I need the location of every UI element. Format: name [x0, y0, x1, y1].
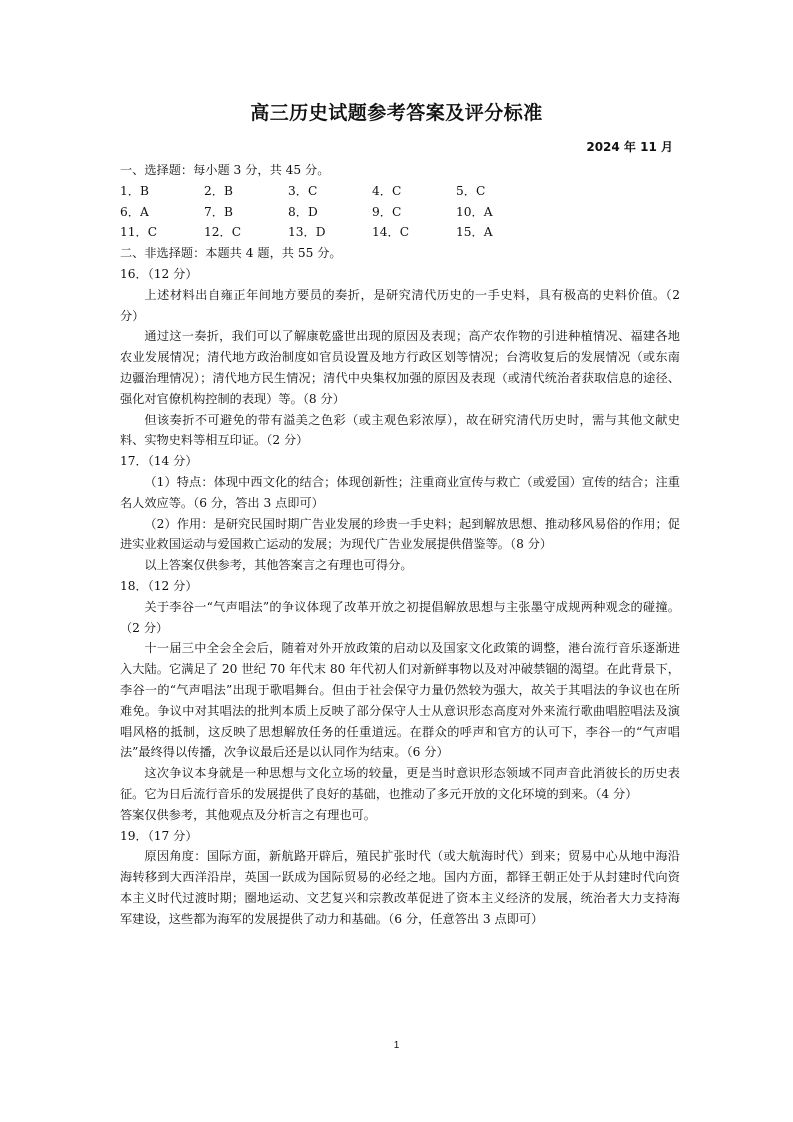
paragraph: 这次争议本身就是一种思想与文化立场的较量，更是当时意识形态领域不同声音此消彼长的历史表征。它为日后流行音乐的发展提供了良好的基础，也推动了多元开放的文化环境的到来。（4 分） — [120, 766, 680, 801]
answer-item: 9．C — [372, 204, 402, 219]
question-label-18: 18．（12 分） — [120, 578, 198, 593]
page-title: 高三历史试题参考答案及评分标准 — [250, 102, 543, 124]
paragraph: 上述材料出自雍正年间地方要员的奏折，是研究清代历史的一手史料，具有极高的史料价值。（2 分） — [120, 287, 680, 323]
paragraph: 以上答案仅供参考，其他答案言之有理也可得分。 — [144, 558, 413, 573]
answer-item: 11．C — [120, 225, 158, 240]
answer-item: 1．B — [120, 183, 149, 198]
paragraph: 但该奏折不可避免的带有溢美之色彩（或主观色彩浓厚），故在研究清代历史时，需与其他文献史料、实物史料等相互印证。（2 分） — [120, 412, 680, 448]
paragraph: 原因角度：国际方面，新航路开辟后，殖民扩张时代（或大航海时代）到来；贸易中心从地中海沿海转移到大西洋沿岸，英国一跃成为国际贸易的必经之地。国内方面，都铎王朝正处于从封建时代向资本主义时代过渡时期；圈地运动、文艺复兴和宗教改革促进了资本主义经济的发展，统治者大力支持海军建设，这些都为海军的发展提供了动力和基础。（6 分，任意答出 3 点即可） — [120, 849, 680, 926]
answer-item: 8．D — [288, 204, 318, 219]
answer-item: 4．C — [372, 183, 402, 198]
answer-item: 6．A — [120, 204, 149, 219]
answer-item: 12．C — [204, 225, 242, 240]
answer-content — [120, 160, 680, 929]
page-number: 1 — [393, 1040, 400, 1051]
answer-row — [120, 222, 680, 243]
question-label-19: 19．（17 分） — [120, 828, 198, 843]
answer-item: 10．A — [456, 204, 493, 219]
answer-item: 2．B — [204, 183, 233, 198]
answer-item: 7．B — [204, 204, 233, 219]
paragraph: 十一届三中全会全会后，随着对外开放政策的启动以及国家文化政策的调整，港台流行音乐逐渐进入大陆。它满足了 20 世纪 70 年代末 80 年代初人们对新鲜事物以及对冲破禁锢的渴望。在此背景下，李谷一的“气声唱法”出现于歌唱舞台。但由于社会保守力量仍然较为强大，故关于其唱法的争议也在所难免。争议中对其唱法的批判本质上反映了部分保守人士从意识形态高度对外来流行歌曲唱腔唱法及演唱风格的抵制，这反映了思想解放任务的任重道远。在群众的呼声和官方的认可下，李谷一的“气声唱法”最终得以传播，次争议最后还是以认同作为结束。（6 分） — [120, 641, 680, 760]
paragraph: 通过这一奏折，我们可以了解康乾盛世出现的原因及表现；高产农作物的引进种植情况、福建各地农业发展情况；清代地方政治制度如官员设置及地方行政区划等情况；台湾收复后的发展情况（或东南边疆治理情况）；清代地方民生情况；清代中央集权加强的原因及表现（或清代统治者获取信息的途径、强化对官僚机构控制的表现）等。（8 分） — [120, 329, 680, 406]
note: 答案仅供参考，其他观点及分析言之有理也可。 — [120, 807, 376, 822]
answer-item: 5．C — [456, 183, 486, 198]
answer-row — [120, 181, 680, 202]
paragraph: （2）作用：是研究民国时期广告业发展的珍贵一手史料；起到解放思想、推动移风易俗的作用；促进实业救国运动与爱国救亡运动的发展；为现代广告业发展提供借鉴等。（8 分） — [120, 516, 680, 552]
answer-item: 15．A — [456, 225, 493, 240]
question-label-16: 16．（12 分） — [120, 266, 198, 281]
paragraph: 关于李谷一“气声唱法”的争议体现了改革开放之初提倡解放思想与主张墨守成规两种观念的碰撞。（2 分） — [120, 599, 680, 635]
answer-item: 3．C — [288, 183, 318, 198]
answer-item: 14．C — [372, 225, 410, 240]
question-label-17: 17．（14 分） — [120, 454, 198, 469]
paragraph: （1）特点：体现中西文化的结合；体现创新性；注重商业宣传与救亡（或爱国）宣传的结合；注重名人效应等。（6 分，答出 3 点即可） — [120, 474, 680, 510]
section-heading-essay: 二、非选择题：本题共 4 题，共 55 分。 — [120, 246, 342, 261]
date: 2024 年 11 月 — [586, 140, 673, 154]
answer-row — [120, 202, 680, 223]
section-heading-choice: 一、选择题：每小题 3 分，共 45 分。 — [120, 163, 330, 177]
answer-item: 13．D — [288, 225, 326, 240]
